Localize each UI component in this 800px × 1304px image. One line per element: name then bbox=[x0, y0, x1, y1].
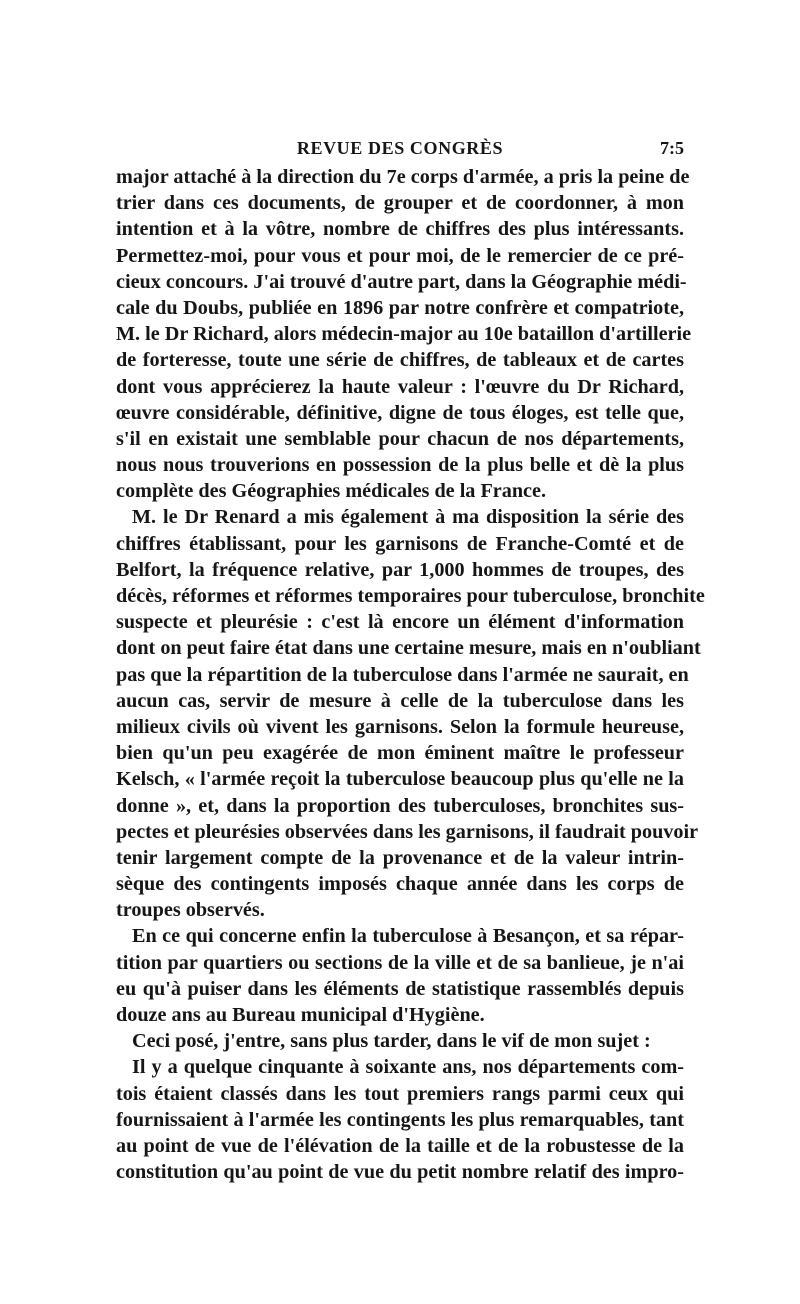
text-line: M. le Dr Richard, alors médecin-major au 10e bataillon d'artillerie bbox=[116, 323, 692, 346]
text-line: fournissaient à l'armée les contingents les plus remarquables, tant bbox=[116, 1108, 684, 1131]
text-line: suspecte et pleurésie : c'est là encore un élément d'information bbox=[116, 611, 684, 634]
text-line: Ceci posé, j'entre, sans plus tarder, dans le vif de mon sujet : bbox=[132, 1030, 651, 1053]
text-line: bien qu'un peu exagérée de mon éminent maître le professeur bbox=[116, 742, 684, 765]
text-line: pectes et pleurésies observées dans les garnisons, il faudrait pouvoir bbox=[116, 820, 699, 843]
text-line: Permettez-moi, pour vous et pour moi, de le remercier de ce pré- bbox=[116, 244, 684, 267]
text-line: tois étaient classés dans les tout premiers rangs parmi ceux qui bbox=[116, 1082, 684, 1105]
text-line: complète des Géographies médicales de la France. bbox=[116, 480, 547, 503]
text-line: chiffres établissant, pour les garnisons de Franche-Comté et de bbox=[116, 532, 684, 555]
text-line: Il y a quelque cinquante à soixante ans, nos départements com- bbox=[132, 1056, 684, 1079]
text-line: de forteresse, toute une série de chiffres, de tableaux et de cartes bbox=[116, 349, 684, 372]
text-line: cieux concours. J'ai trouvé d'autre part, dans la Géographie médi- bbox=[116, 270, 687, 293]
text-line: s'il en existait une semblable pour chacun de nos départements, bbox=[116, 427, 684, 450]
text-line: donne », et, dans la proportion des tuberculoses, bronchites sus- bbox=[116, 794, 684, 817]
text-line: intention et à la vôtre, nombre de chiffres des plus intéressants. bbox=[116, 218, 684, 241]
text-line: sèque des contingents imposés chaque année dans les corps de bbox=[116, 873, 684, 896]
page-header bbox=[116, 138, 684, 164]
body-text bbox=[116, 164, 705, 1185]
text-line: décès, réformes et réformes temporaires pour tuberculose, bronchite bbox=[116, 585, 705, 607]
text-line: œuvre considérable, définitive, digne de tous éloges, est telle que, bbox=[116, 401, 684, 424]
text-line: dont vous apprécierez la haute valeur : l'œuvre du Dr Richard, bbox=[116, 375, 684, 398]
text-line: En ce qui concerne enfin la tuberculose à Besançon, et sa répar- bbox=[132, 925, 684, 948]
text-line: cale du Doubs, publiée en 1896 par notre confrère et compatriote, bbox=[116, 296, 684, 319]
text-line: milieux civils où vivent les garnisons. Selon la formule heureuse, bbox=[116, 715, 684, 738]
text-line: tenir largement compte de la provenance et de la valeur intrin- bbox=[116, 846, 684, 869]
text-line: Kelsch, « l'armée reçoit la tuberculose beaucoup plus qu'elle ne la bbox=[116, 768, 684, 791]
text-line: eu qu'à puiser dans les éléments de statistique rassemblés depuis bbox=[116, 977, 684, 1000]
text-line: douze ans au Bureau municipal d'Hygiène. bbox=[116, 1004, 485, 1026]
page-number: 7:5 bbox=[660, 138, 684, 158]
text-line: constitution qu'au point de vue du petit nombre relatif des impro- bbox=[116, 1161, 684, 1184]
text-line: major attaché à la direction du 7e corps d'armée, a pris la peine de bbox=[116, 166, 690, 188]
text-line: tition par quartiers ou sections de la ville et de sa banlieue, je n'ai bbox=[116, 951, 684, 974]
text-line: au point de vue de l'élévation de la taille et de la robustesse de la bbox=[116, 1134, 684, 1157]
running-title: REVUE DES CONGRÈS bbox=[296, 138, 504, 158]
text-line: trier dans ces documents, de grouper et de coordonner, à mon bbox=[116, 192, 684, 215]
text-line: M. le Dr Renard a mis également à ma disposition la série des bbox=[132, 506, 684, 529]
text-line: troupes observés. bbox=[116, 899, 265, 922]
text-line: pas que la répartition de la tuberculose dans l'armée ne saurait, en bbox=[116, 663, 689, 686]
text-line: Belfort, la fréquence relative, par 1,000 hommes de troupes, des bbox=[116, 558, 684, 581]
text-line: nous nous trouverions en possession de la plus belle et dè la plus bbox=[116, 454, 684, 477]
text-line: dont on peut faire état dans une certaine mesure, mais en n'oubliant bbox=[116, 637, 701, 660]
text-line: aucun cas, servir de mesure à celle de la tuberculose dans les bbox=[116, 689, 684, 712]
